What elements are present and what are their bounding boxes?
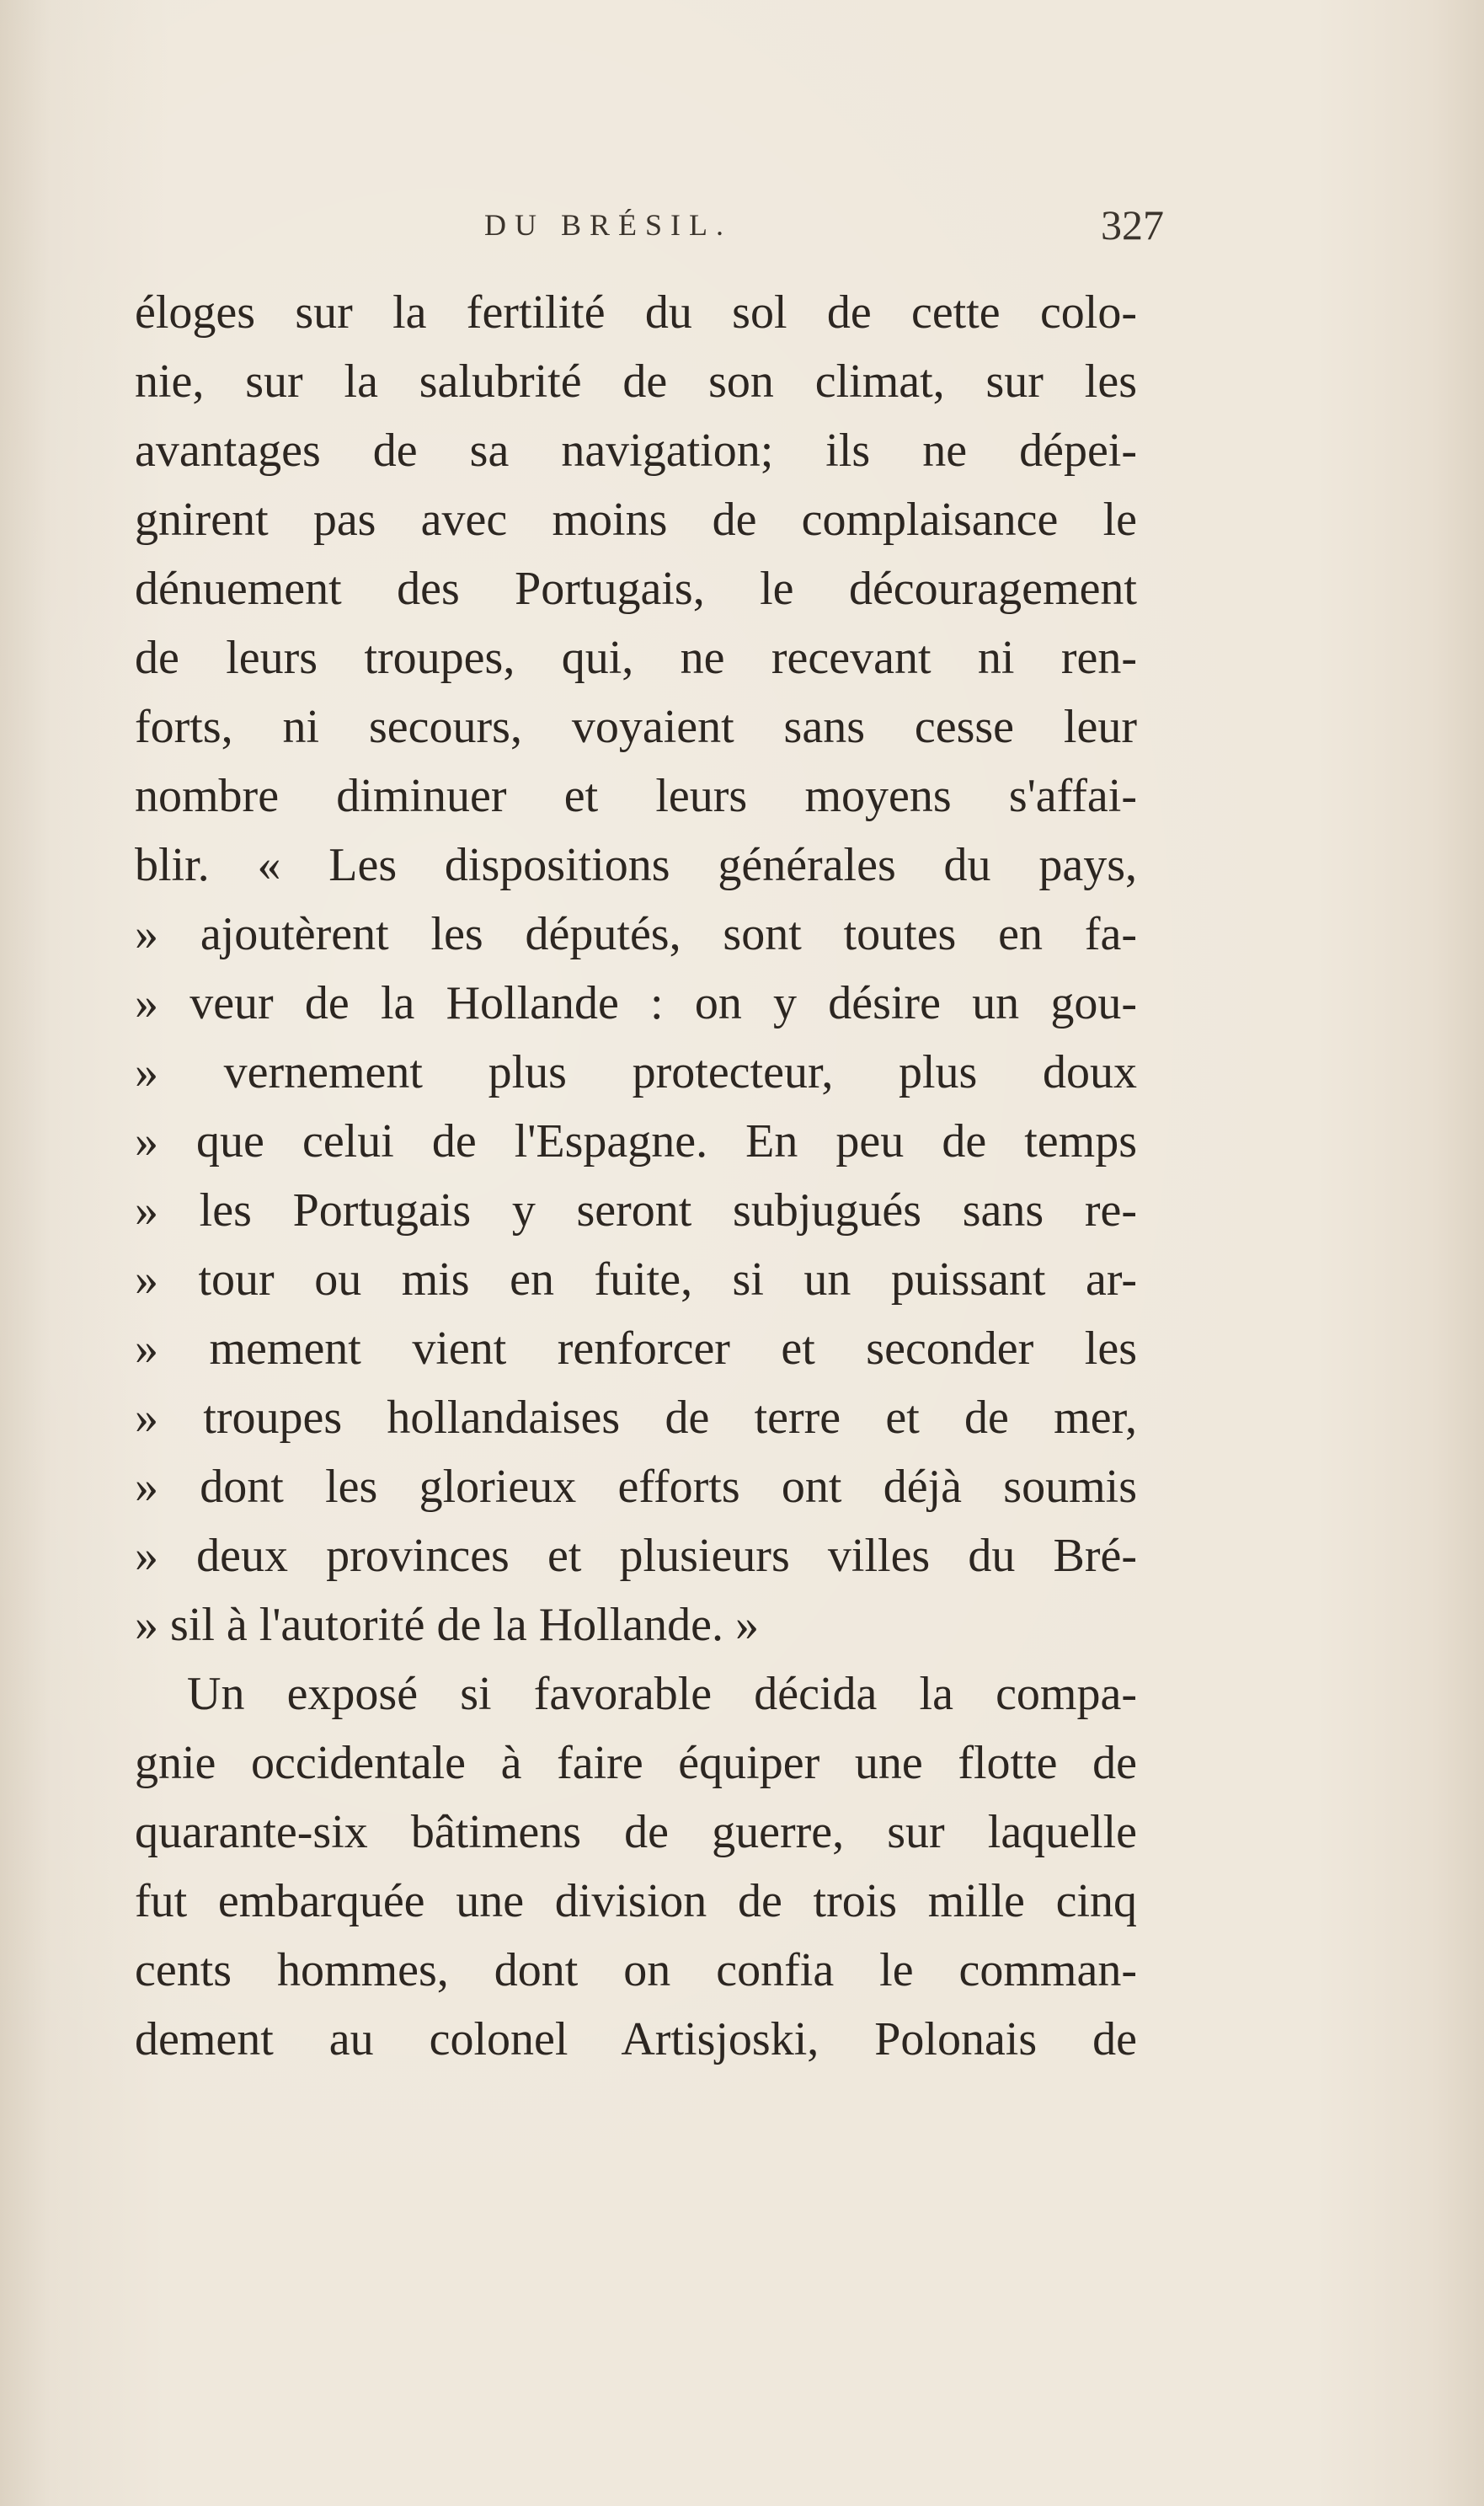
- text-line: quarante-six bâtimens de guerre, sur laquelle: [135, 1806, 1137, 1858]
- text-line: gnirent pas avec moins de complaisance le: [135, 494, 1137, 546]
- text-line: forts, ni secours, voyaient sans cesse leur: [135, 701, 1137, 753]
- text-line: » sil à l'autorité de la Hollande. »: [135, 1599, 759, 1651]
- text-line: dénuement des Portugais, le découragement: [135, 563, 1137, 615]
- running-head: DU BRÉSIL.: [484, 208, 733, 242]
- text-line: Un exposé si favorable décida la compa-: [187, 1668, 1137, 1720]
- text-line: de leurs troupes, qui, ne recevant ni ren-: [135, 632, 1137, 684]
- text-line: » ajoutèrent les députés, sont toutes en fa-: [135, 908, 1137, 960]
- text-line: gnie occidentale à faire équiper une flotte de: [135, 1737, 1137, 1789]
- text-line: » mement vient renforcer et seconder les: [135, 1322, 1137, 1375]
- text-line: fut embarquée une division de trois mille cinq: [135, 1875, 1137, 1927]
- text-line: nie, sur la salubrité de son climat, sur les: [135, 355, 1137, 408]
- page-header: [135, 200, 1164, 251]
- text-line: avantages de sa navigation; ils ne dépei-: [135, 425, 1137, 477]
- text-line: » veur de la Hollande : on y désire un gou-: [135, 977, 1137, 1029]
- text-line: cents hommes, dont on confia le comman-: [135, 1944, 1137, 1996]
- text-line: » dont les glorieux efforts ont déjà soumis: [135, 1461, 1137, 1513]
- text-line: » vernement plus protecteur, plus doux: [135, 1046, 1137, 1098]
- text-line: » troupes hollandaises de terre et de mer,: [135, 1392, 1137, 1444]
- body-text: [135, 278, 1137, 2074]
- text-line: blir. « Les dispositions générales du pays,: [135, 839, 1137, 891]
- text-line: » deux provinces et plusieurs villes du Bré-: [135, 1530, 1137, 1582]
- text-line: » les Portugais y seront subjugués sans re-: [135, 1184, 1137, 1237]
- text-line: » tour ou mis en fuite, si un puissant ar-: [135, 1253, 1137, 1306]
- text-line: dement au colonel Artisjoski, Polonais de: [135, 2013, 1137, 2065]
- text-line: nombre diminuer et leurs moyens s'affai-: [135, 770, 1137, 822]
- page-number: 327: [1101, 201, 1164, 248]
- text-line: » que celui de l'Espagne. En peu de temps: [135, 1115, 1137, 1168]
- text-line: éloges sur la fertilité du sol de cette colo-: [135, 286, 1137, 339]
